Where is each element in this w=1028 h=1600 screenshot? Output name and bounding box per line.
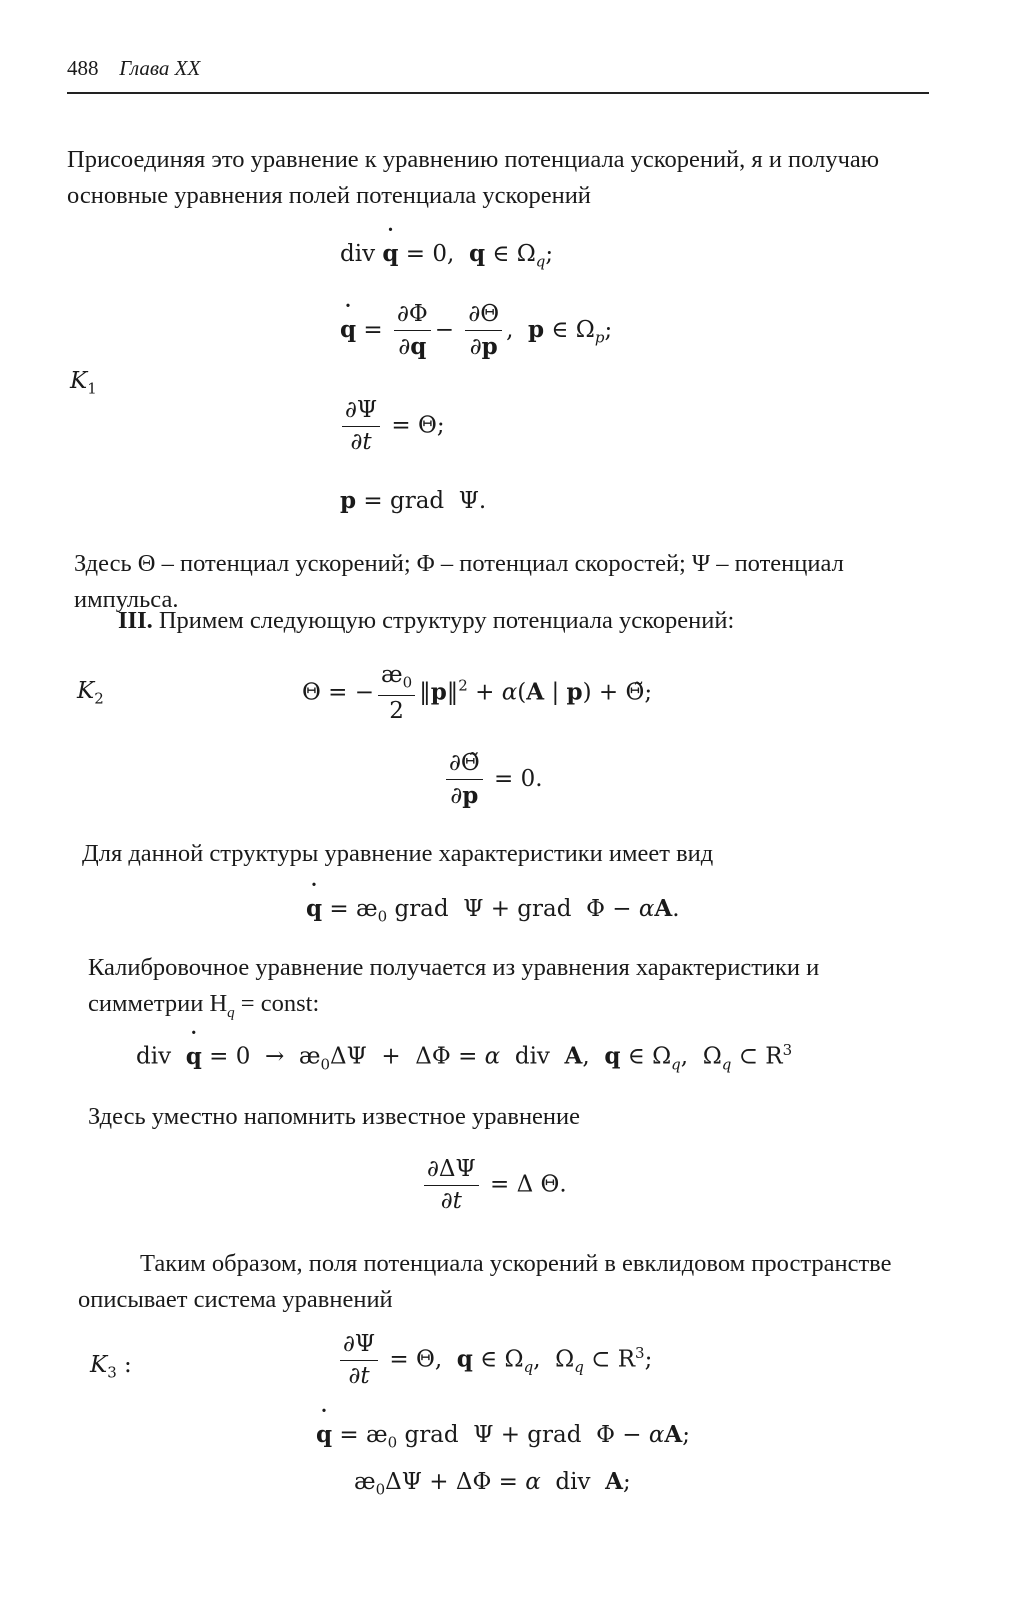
equation-div-q: div ˙ q = 0, q ∈ $\Omega_q$; [340, 242, 553, 270]
equation-characteristic: ˙ $q = æ_0$ grad Ψ + grad Φ − αA. [306, 897, 680, 925]
system-label-k3 [90, 1352, 132, 1382]
gauge-text: Калибровочное уравнение получается из уравнения характеристики и симметрии H [88, 954, 820, 1017]
label-colon: : [116, 1352, 132, 1378]
paragraph-structure [74, 603, 944, 639]
paragraph-gauge [88, 950, 940, 1031]
equation-p-grad: p = grad Ψ. [340, 487, 487, 514]
equation-theta-structure: Θ = − $\frac{æ_0}{2}$ ‖p‖$^2$ + α(A | p) + Θ̃; [302, 662, 653, 724]
system-label-k1 [70, 368, 97, 398]
page-number: 488 [67, 56, 99, 80]
label-letter: K [77, 678, 95, 704]
equation-q-dot: ˙ q = $\frac{\partial\Phi}{\partial q}$ − $\frac{\partial\Theta}{\partial p}$ , p ∈ $\Omega_p$; [340, 303, 612, 359]
equation-k3-gauge: $æ_0\Delta\Psi + \Delta\Phi = \alpha$ div A; [354, 1468, 631, 1499]
equation-k3-dpsi-dt: $\frac{\partial\Psi}{\partial t}$ = Θ, q ∈ $\Omega_q$, $\Omega_q$ ⊂ $R^3$; [336, 1333, 652, 1388]
paragraph-intro: Присоединяя это уравнение к уравнению потенциала ускорений, я и получаю основные уравнения полей потенциала ускорений [67, 146, 880, 209]
header-rule [67, 92, 929, 94]
running-header [67, 56, 200, 81]
paragraph-definitions: Здесь Θ – потенциал ускорений; Φ – потенциал скоростей; Ψ – потенциал импульса. [74, 550, 844, 613]
paragraph-conclusion: Таким образом, поля потенциала ускорений в евклидовом пространстве описывает система уравнений [78, 1250, 892, 1313]
paragraph-reminder: Здесь уместно напомнить известное уравнение [88, 1103, 581, 1130]
equation-gauge: div ˙ $q = 0 \to æ_0\Delta\Psi + \Delta\Phi = \alpha$ div A, q ∈ $\Omega_q$, $\Omega_q$ ⊂ $R^3$ [136, 1043, 792, 1072]
label-subscript: 2 [94, 689, 104, 708]
gauge-end: = const: [234, 990, 320, 1017]
equation-dpsi-dt: $\frac{\partial\Psi}{\partial t}$ = Θ; [338, 399, 445, 454]
label-subscript: 3 [107, 1363, 117, 1382]
chapter-title: Глава XX [119, 56, 201, 80]
system-label-k2 [77, 678, 104, 708]
equation-d-delta-psi: $\frac{\partial\Delta\Psi}{\partial t}$ = Δ Θ. [420, 1158, 567, 1213]
label-letter: K [70, 368, 88, 394]
gauge-subscript: q [227, 1004, 235, 1021]
structure-text: Примем следующую структуру потенциала ускорений: [152, 607, 735, 634]
equation-k3-characteristic: ˙ $q = æ_0$ grad Ψ + grad Φ − αA; [316, 1423, 690, 1451]
paragraph-characteristic: Для данной структуры уравнение характеристики имеет вид [82, 840, 714, 867]
label-subscript: 1 [87, 379, 97, 398]
equation-dtheta-tilde: $\frac{\partial\Thetã}{\partial p}$ = 0. [442, 752, 543, 808]
section-number: III. [118, 607, 153, 634]
label-letter: K [90, 1352, 108, 1378]
